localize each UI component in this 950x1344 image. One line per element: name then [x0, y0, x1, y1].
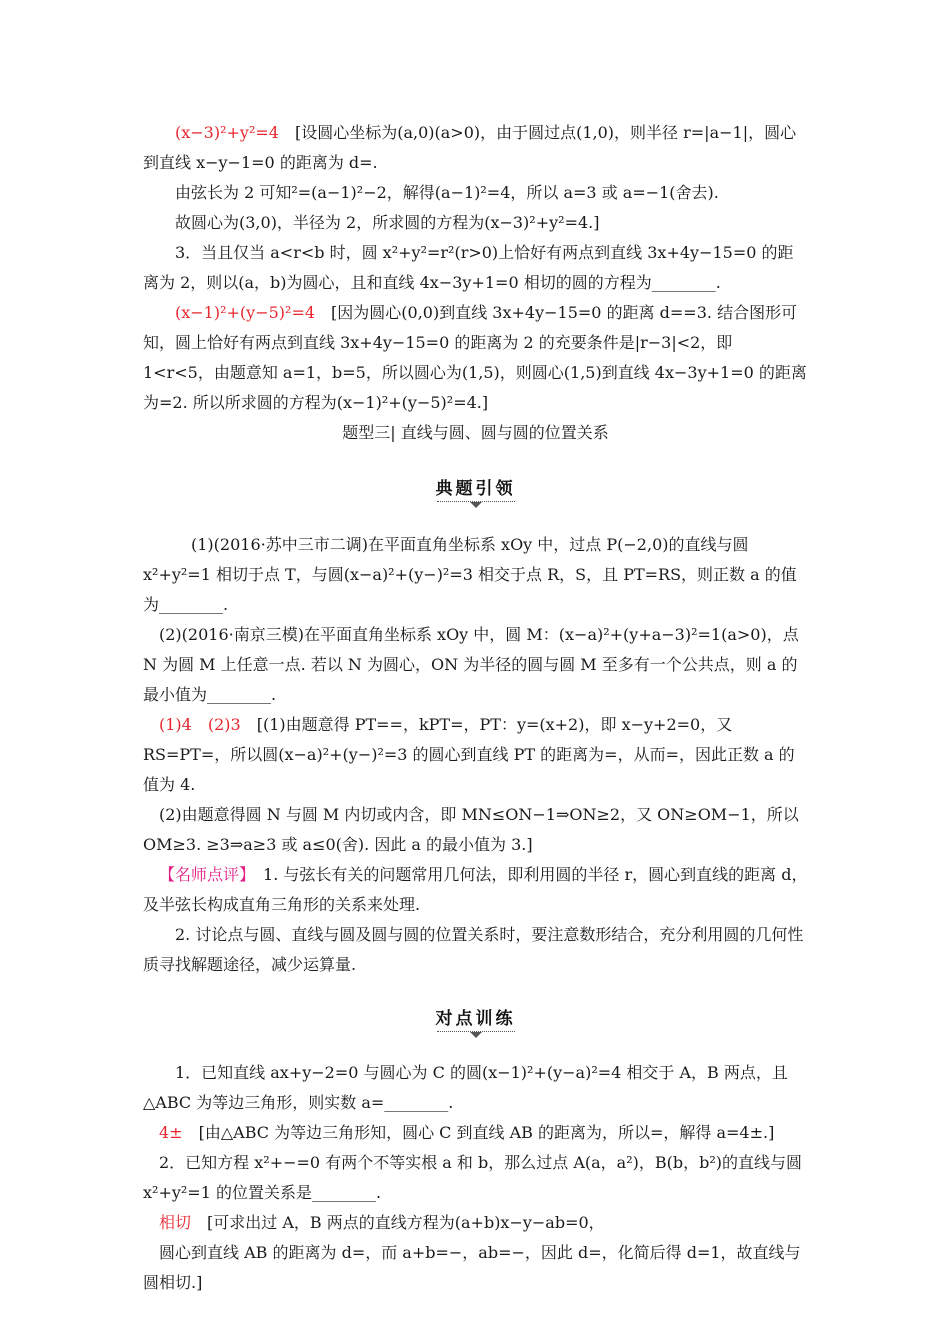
teacher-tip-2: 2. 讨论点与圆、直线与圆及圆与圆的位置关系时，要注意数形结合，充分利用圆的几何性质寻找解题途径，减少运算量. [143, 925, 804, 974]
paragraph: (x−1)²+(y−5)²=4 [因为圆心(0,0)到直线 3x+4y−15=0 的距离 d==3. 结合图形可知，圆上恰好有两点到直线 3x+4y−15=0 的距离为 2 的充要条件是|r−3|<2，即 1<r<5，由题意知 a=1，b=5，所以圆心为(1,5)，则圆心(1,5)到直线 4x−3y+1=0 的距离为=2. 所以所求圆的方程为(x−1)²+(y−5)²=4.] [143, 303, 807, 412]
answer-label: 相切 [159, 1213, 192, 1232]
topic-heading: 题型三| 直线与圆、圆与圆的位置关系 [342, 423, 609, 442]
answer-label: 4± [159, 1123, 183, 1142]
triangle-down-icon [470, 502, 482, 508]
answer-label: (1)4 (2)3 [159, 715, 241, 734]
example-2: (2)(2016·南京三模)在平面直角坐标系 xOy 中，圆 M：(x−a)²+(y+a−3)²=1(a>0)，点 N 为圆 M 上任意一点. 若以 N 为圆心，ON 为半径的圆与圆 M 至多有一个公共点，则 a 的最小值为________. [143, 625, 799, 704]
section-title-examples: 典题引领 [143, 474, 808, 508]
triangle-down-icon [470, 1032, 482, 1038]
practice-answer-2: 相切 [可求出过 A，B 两点的直线方程为(a+b)x−y−ab=0， [159, 1213, 605, 1232]
paragraph: (x−3)²+y²=4 [设圆心坐标为(a,0)(a>0)，由于圆过点(1,0)，则半径 r=|a−1|，圆心到直线 x−y−1=0 的距离为 d=. [143, 123, 797, 172]
practice-question-2: 2．已知方程 x²+−=0 有两个不等实根 a 和 b，那么过点 A(a，a²)，B(b，b²)的直线与圆 x²+y²=1 的位置关系是________. [143, 1153, 802, 1202]
practice-answer-2-cont: 圆心到直线 AB 的距离为 d=，而 a+b=−，ab=−，因此 d=，化简后得 d=1，故直线与圆相切.] [143, 1243, 801, 1292]
section-title-practice: 对点训练 [143, 1004, 808, 1038]
example-answer-2: (2)由题意得圆 N 与圆 M 内切或内含，即 MN≤ON−1⇒ON≥2，又 ON≥OM−1，所以 OM≥3. ≥3⇒a≥3 或 a≤0(舍). 因此 a 的最小值为 3.] [143, 805, 799, 854]
document-body [143, 118, 808, 1298]
paragraph: 由弦长为 2 可知²=(a−1)²−2，解得(a−1)²=4，所以 a=3 或 a=−1(舍去). [175, 183, 719, 202]
tip-label: 【名师点评】 [159, 865, 248, 884]
question-3: 3．当且仅当 a<r<b 时，圆 x²+y²=r²(r>0)上恰好有两点到直线 3x+4y−15=0 的距离为 2，则以(a，b)为圆心，且和直线 4x−3y+1=0 相切的圆的方程为________. [143, 243, 794, 292]
example-1: (1)(2016·苏中三市二调)在平面直角坐标系 xOy 中，过点 P(−2,0)的直线与圆 x²+y²=1 相切于点 T，与圆(x−a)²+(y−)²=3 相交于点 R，S，且 PT=RS，则正数 a 的值为________. [143, 535, 797, 614]
paragraph: 故圆心为(3,0)，半径为 2，所求圆的方程为(x−3)²+y²=4.] [175, 213, 600, 232]
teacher-tip-1: 【名师点评】 1. 与弦长有关的问题常用几何法，即利用圆的半径 r，圆心到直线的距离 d，及半弦长构成直角三角形的关系来处理. [143, 865, 808, 914]
answer-label: (x−3)²+y²=4 [175, 123, 279, 142]
practice-answer-1: 4± [由△ABC 为等边三角形知，圆心 C 到直线 AB 的距离为，所以=，解得 a=4±.] [159, 1123, 775, 1142]
answer-label: (x−1)²+(y−5)²=4 [175, 303, 316, 322]
example-answer: (1)4 (2)3 [(1)由题意得 PT==，kPT=，PT：y=(x+2)，即 x−y+2=0，又 RS=PT=，所以圆(x−a)²+(y−)²=3 的圆心到直线 PT 的距离为=，从而=，因此正数 a 的值为 4. [143, 715, 795, 794]
practice-question-1: 1．已知直线 ax+y−2=0 与圆心为 C 的圆(x−1)²+(y−a)²=4 相交于 A，B 两点，且△ABC 为等边三角形，则实数 a=________. [143, 1063, 788, 1112]
